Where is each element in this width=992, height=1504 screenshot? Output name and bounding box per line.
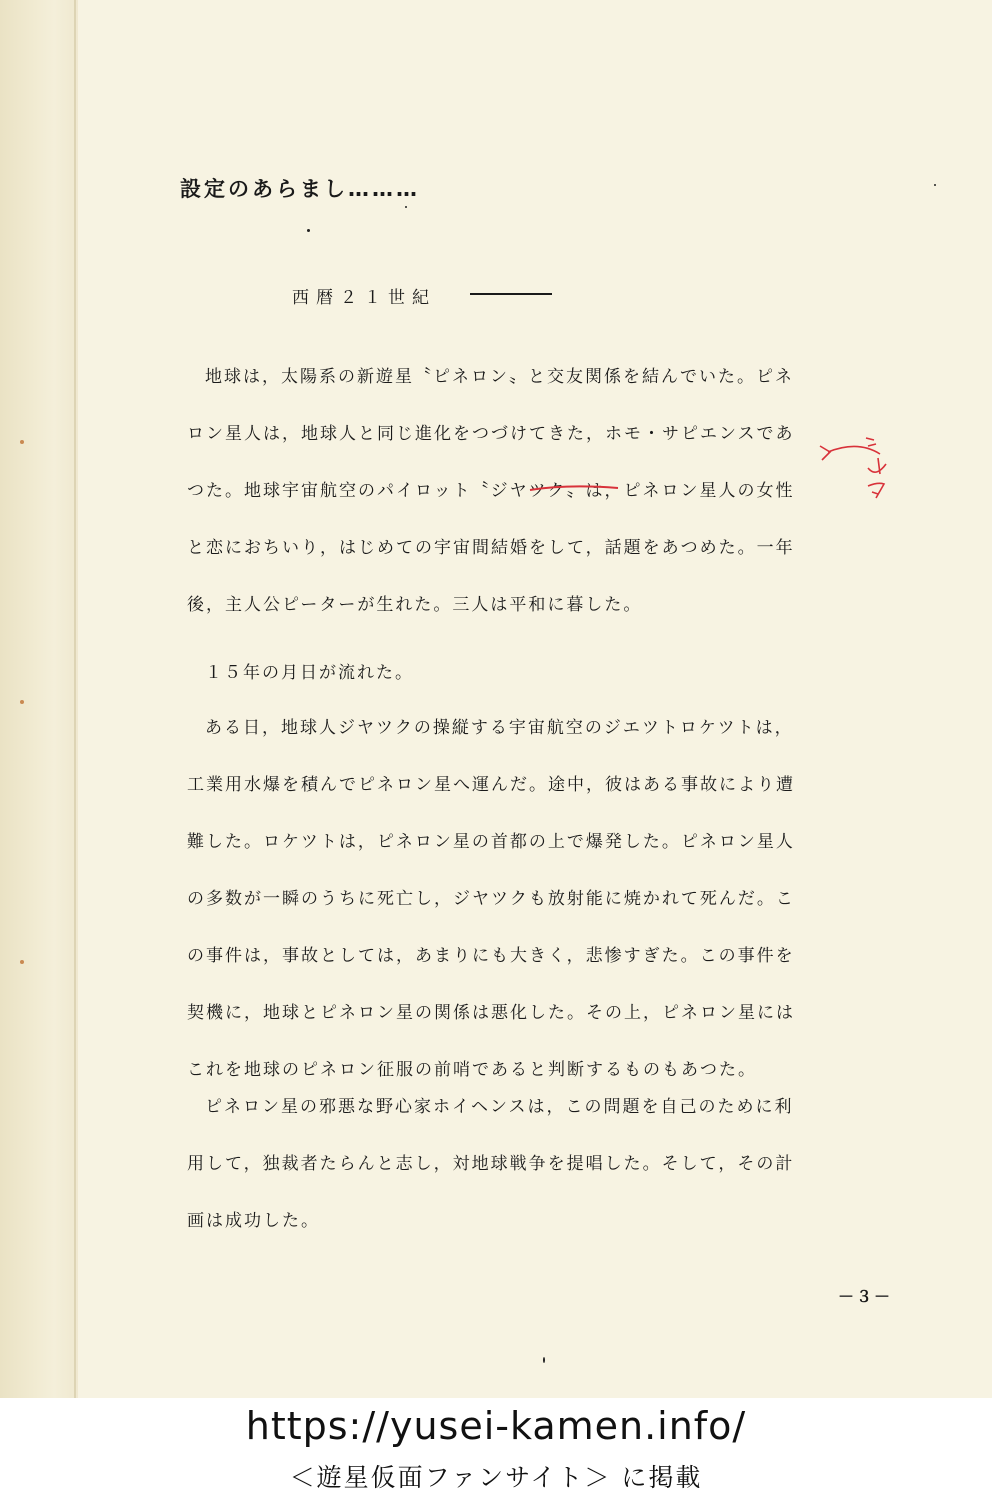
annotation-underline: [530, 486, 618, 490]
paragraph-accident: [187, 700, 887, 1099]
text-line: 画は成功した。: [187, 1211, 320, 1231]
text-line: 後，主人公ピーターが生れた。三人は平和に暮した。: [187, 595, 643, 615]
ink-speck: [543, 1357, 545, 1363]
page-title: 設定のあらまし………: [180, 177, 420, 201]
text-line: 工業用水爆を積んでピネロン星へ運んだ。途中，彼はある事故により遭: [187, 775, 795, 795]
text-line: つた。地球宇宙航空のパイロット〝ジヤツク〟は，ピネロン星人の女性: [187, 481, 795, 501]
annotation-arrow: [820, 446, 880, 460]
text-line: 契機に，地球とピネロン星の関係は悪化した。その上，ピネロン星には: [187, 1003, 795, 1023]
binding-hole: [20, 700, 24, 704]
ink-speck: [934, 184, 936, 186]
binding-hole: [20, 440, 24, 444]
text-line: 難した。ロケツトは，ピネロン星の首都の上で爆発した。ピネロン星人: [187, 832, 795, 852]
page-number: －３－: [838, 1287, 893, 1306]
text-line: の事件は，事故としては，あまりにも大きく，悲惨すぎた。この事件を: [187, 946, 795, 966]
red-annotation: [508, 434, 888, 526]
ink-speck: [405, 206, 407, 208]
text-line: ロン星人は，地球人と同じ進化をつづけてきた，ホモ・サピエンスであ: [187, 424, 795, 444]
binding-hole: [20, 960, 24, 964]
binding-crease: [74, 0, 76, 1398]
binding-margin: [0, 0, 78, 1398]
text-line: の多数が一瞬のうちに死亡し，ジヤツクも放射能に焼かれて死んだ。こ: [187, 889, 795, 909]
text-line: ピネロン星の邪悪な野心家ホイヘンスは，この問題を自己のために利: [205, 1097, 794, 1117]
era-heading-dash: [470, 293, 552, 295]
text-line: これを地球のピネロン征服の前哨であると判断するものもあつた。: [187, 1060, 757, 1080]
text-line: ある日，地球人ジヤツクの操縦する宇宙航空のジエツトロケツトは，: [205, 718, 794, 738]
text-line: 用して，独裁者たらんと志し，対地球戦争を提唱した。そして，その計: [187, 1154, 795, 1174]
era-heading: 西暦２１世紀: [292, 288, 436, 308]
footer-url[interactable]: https://yusei-kamen.info/: [245, 1404, 747, 1448]
text-line: と恋におちいり，はじめての宇宙間結婚をして，話題をあつめた。一年: [187, 538, 795, 558]
paragraph-years-pass: [187, 645, 887, 702]
text-line: １５年の月日が流れた。: [205, 663, 414, 683]
paragraph-war: [187, 1079, 887, 1250]
footer-note: ＜遊星仮面ファンサイト＞ に掲載: [289, 1463, 703, 1492]
ink-speck: [307, 229, 310, 232]
text-line: 地球は，太陽系の新遊星〝ピネロン〟と交友関係を結んでいた。ピネ: [205, 367, 794, 387]
annotation-handwriting: [866, 438, 886, 498]
